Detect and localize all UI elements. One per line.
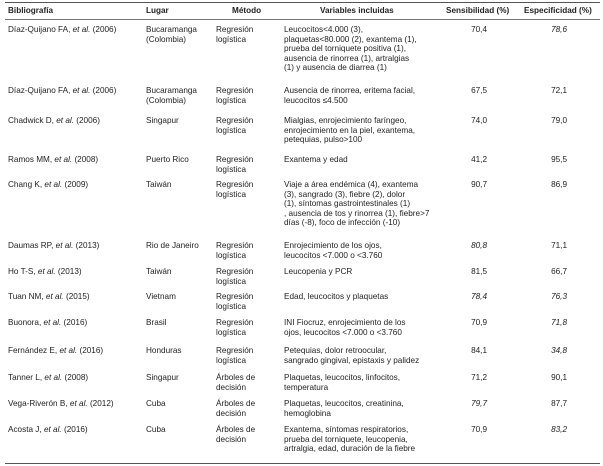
- cell-especificidad: 76,3: [551, 292, 567, 301]
- cell-sensibilidad: 79,7: [471, 399, 487, 408]
- cell-especificidad: 79,0: [551, 116, 567, 125]
- cell-bibliografia: [8, 425, 88, 435]
- author-text: Ho T-S,: [8, 267, 38, 276]
- cell-variables: [284, 267, 352, 277]
- variables-line: ojos, leucocitos <7.000 o <3.760: [284, 327, 402, 337]
- year-text: (2008): [62, 373, 89, 382]
- lugar-line: Taiwán: [146, 267, 172, 276]
- metodo-line: decisión: [216, 408, 247, 418]
- cell-especificidad: 78,6: [551, 25, 567, 34]
- cell-sensibilidad: 90,7: [471, 180, 487, 189]
- author-text: Daumas RP,: [8, 241, 56, 250]
- lugar-line: Singapur: [146, 373, 179, 382]
- header-sensibilidad: Sensibilidad (%): [446, 6, 510, 15]
- metodo-line: Árboles de: [216, 399, 256, 408]
- variables-line: temperatura: [284, 382, 329, 392]
- cell-metodo: [216, 267, 253, 286]
- variables-line: leucocitos <7.000 o <3.760: [284, 250, 383, 260]
- cell-metodo: [216, 241, 253, 260]
- variables-line: Exantema, síntomas respiratorios,: [284, 425, 409, 434]
- author-text: Díaz-Quijano FA,: [8, 25, 73, 34]
- metodo-line: Regresión: [216, 346, 254, 355]
- variables-line: Mialgias, enrojecimiento faríngeo,: [284, 116, 407, 125]
- cell-especificidad: 83,2: [551, 425, 567, 434]
- metodo-line: Regresión: [216, 86, 254, 95]
- cell-variables: [284, 116, 415, 145]
- metodo-line: logística: [216, 301, 247, 311]
- author-text: Buonora,: [8, 318, 44, 327]
- lugar-line: Cuba: [146, 399, 166, 408]
- lugar-line: Bucaramanga: [146, 25, 197, 34]
- cell-especificidad: 34,8: [551, 346, 567, 355]
- metodo-line: decisión: [216, 382, 247, 392]
- cell-especificidad: 90,1: [551, 373, 567, 382]
- year-text: (2016): [61, 425, 88, 434]
- cell-variables: [284, 318, 406, 337]
- cell-variables: [284, 155, 348, 165]
- variables-line: Exantema y edad: [284, 155, 348, 164]
- metodo-line: logística: [216, 250, 247, 260]
- variables-line: INI Fiocruz, enrojecimiento de los: [284, 318, 406, 327]
- metodo-line: Regresión: [216, 180, 254, 189]
- lugar-line: Puerto Rico: [146, 155, 189, 164]
- year-text: (2009): [62, 180, 89, 189]
- cell-especificidad: 95,5: [551, 155, 567, 164]
- cell-metodo: [216, 116, 253, 135]
- et-al-text: et al.: [43, 318, 62, 327]
- metodo-line: logística: [216, 164, 247, 174]
- cell-especificidad: 86,9: [551, 180, 567, 189]
- cell-sensibilidad: 71,2: [471, 373, 487, 382]
- cell-lugar: [146, 399, 166, 409]
- cell-bibliografia: [8, 292, 90, 302]
- variables-line: Enrojecimiento de los ojos,: [284, 241, 382, 250]
- cell-bibliografia: [8, 25, 116, 35]
- year-text: (2006): [90, 86, 117, 95]
- metodo-line: logística: [216, 276, 247, 286]
- header-metodo: Método: [232, 6, 262, 15]
- cell-metodo: [216, 180, 253, 199]
- cell-metodo: [216, 399, 255, 418]
- header-lugar: Lugar: [146, 6, 169, 15]
- metodo-line: Regresión: [216, 318, 254, 327]
- cell-bibliografia: [8, 399, 114, 409]
- cell-sensibilidad: 70,4: [471, 25, 487, 34]
- metodo-line: Árboles de: [216, 425, 256, 434]
- variables-line: prueba del torniquete positiva (1),: [284, 44, 406, 54]
- variables-line: Ausencia de rinorrea, eritema facial,: [284, 86, 416, 95]
- cell-variables: [284, 86, 415, 105]
- variables-line: Plaquetas, leucocitos, linfocitos,: [284, 373, 401, 382]
- cell-sensibilidad: 70,9: [471, 425, 487, 434]
- author-text: Tuan NM,: [8, 292, 46, 301]
- cell-bibliografia: [8, 86, 116, 96]
- year-text: (2012): [87, 399, 114, 408]
- cell-bibliografia: [8, 180, 88, 190]
- variables-line: ausencia de rinorrea (1), artralgias: [284, 53, 410, 63]
- variables-line: Petequias, dolor retroocular,: [284, 346, 387, 355]
- metodo-line: logística: [216, 327, 247, 337]
- author-text: Vega-Riverón B,: [8, 399, 70, 408]
- variables-line: sangrado gingival, epistaxis y palidez: [284, 355, 420, 365]
- cell-sensibilidad: 70,9: [471, 318, 487, 327]
- cell-metodo: [216, 373, 255, 392]
- table-top-rule: [5, 2, 600, 3]
- year-text: (2016): [61, 318, 88, 327]
- cell-variables: [284, 399, 404, 418]
- cell-variables: [284, 346, 419, 365]
- et-al-text: et al.: [37, 267, 56, 276]
- metodo-line: logística: [216, 34, 247, 44]
- metodo-line: Regresión: [216, 25, 254, 34]
- cell-lugar: [146, 116, 179, 126]
- cell-variables: [284, 373, 400, 392]
- et-al-text: et al.: [59, 346, 78, 355]
- cell-especificidad: 87,7: [551, 399, 567, 408]
- et-al-text: et al.: [56, 116, 74, 125]
- cell-metodo: [216, 425, 255, 444]
- et-al-text: et al.: [54, 155, 73, 164]
- variables-line: días (-8), foco de infección (-10): [284, 218, 401, 228]
- lugar-line: Taiwán: [146, 180, 172, 189]
- cell-bibliografia: [8, 155, 98, 165]
- cell-lugar: [146, 373, 179, 383]
- et-al-text: et al.: [72, 25, 91, 34]
- cell-sensibilidad: 84,1: [471, 346, 487, 355]
- cell-sensibilidad: 78,4: [471, 292, 487, 301]
- variables-line: prueba del torniquete, leucopenia,: [284, 434, 408, 444]
- cell-metodo: [216, 86, 253, 105]
- metodo-line: Regresión: [216, 292, 254, 301]
- author-text: Acosta J,: [8, 425, 44, 434]
- variables-line: plaquetas<80.000 (2), exantema (1),: [284, 34, 417, 44]
- metodo-line: Regresión: [216, 155, 254, 164]
- lugar-line: Singapur: [146, 116, 179, 125]
- variables-line: Edad, leucocitos y plaquetas: [284, 292, 389, 301]
- cell-bibliografia: [8, 241, 99, 251]
- et-al-text: et al.: [44, 180, 63, 189]
- year-text: (2006): [90, 25, 117, 34]
- lugar-line: Cuba: [146, 425, 166, 434]
- cell-lugar: [146, 180, 172, 190]
- lugar-line: (Colombia): [146, 34, 187, 44]
- cell-variables: [284, 292, 388, 302]
- cell-bibliografia: [8, 346, 103, 356]
- author-text: Chadwick D,: [8, 116, 57, 125]
- cell-variables: [284, 25, 417, 73]
- cell-especificidad: 71,1: [551, 241, 567, 250]
- variables-line: (3), sangrado (3), fiebre (2), dolor: [284, 189, 406, 199]
- cell-bibliografia: [8, 318, 87, 328]
- metodo-line: Árboles de: [216, 373, 256, 382]
- lugar-line: (Colombia): [146, 95, 187, 105]
- variables-line: (1) y ausencia de diarrea (1): [284, 63, 387, 73]
- variables-line: Leucocitos<4.000 (3),: [284, 25, 363, 34]
- metodo-line: Regresión: [216, 241, 254, 250]
- et-al-text: et al.: [69, 399, 88, 408]
- metodo-line: logística: [216, 355, 247, 365]
- author-text: Tanner L,: [8, 373, 45, 382]
- cell-lugar: [146, 425, 166, 435]
- year-text: (2016): [77, 346, 104, 355]
- lugar-line: Vietnam: [146, 292, 176, 301]
- cell-variables: [284, 180, 429, 228]
- lugar-line: Brasil: [146, 318, 167, 327]
- metodo-line: logística: [216, 189, 247, 199]
- cell-especificidad: 71,8: [551, 318, 567, 327]
- cell-metodo: [216, 318, 253, 337]
- et-al-text: et al.: [44, 373, 63, 382]
- author-text: Chang K,: [8, 180, 45, 189]
- variables-line: artralgia, edad, duración de la fiebre: [284, 444, 416, 454]
- variables-line: Plaquetas, leucocitos, creatinina,: [284, 399, 404, 408]
- metodo-line: logística: [216, 125, 247, 135]
- variables-line: hemoglobina: [284, 408, 331, 418]
- cell-lugar: [146, 267, 172, 277]
- cell-lugar: [146, 155, 189, 165]
- variables-line: , ausencia de tos y rinorrea (1), fiebre>7: [284, 208, 430, 218]
- table-bottom-rule: [5, 463, 600, 464]
- year-text: (2015): [63, 292, 90, 301]
- header-especificidad: Especificidad (%): [524, 6, 592, 15]
- year-text: (2013): [55, 267, 82, 276]
- lugar-line: Honduras: [146, 346, 182, 355]
- et-al-text: et al.: [45, 292, 64, 301]
- cell-bibliografia: [8, 373, 88, 383]
- cell-variables: [284, 241, 382, 260]
- header-bibliografia: Bibliografía: [8, 6, 54, 15]
- cell-variables: [284, 425, 415, 454]
- cell-lugar: [146, 241, 199, 251]
- cell-metodo: [216, 346, 253, 365]
- variables-line: leucocitos ≤4.500: [284, 95, 348, 105]
- et-al-text: et al.: [43, 425, 62, 434]
- variables-line: (1), síntomas gastrointestinales (1): [284, 199, 411, 209]
- cell-lugar: [146, 86, 197, 105]
- cell-bibliografia: [8, 116, 100, 126]
- cell-especificidad: 66,7: [551, 267, 567, 276]
- cell-bibliografia: [8, 267, 82, 277]
- cell-metodo: [216, 292, 253, 311]
- cell-metodo: [216, 25, 253, 44]
- metodo-line: logística: [216, 95, 247, 105]
- year-text: (2006): [74, 116, 100, 125]
- lugar-line: Bucaramanga: [146, 86, 197, 95]
- year-text: (2008): [72, 155, 99, 164]
- cell-lugar: [146, 25, 197, 44]
- author-text: Fernández E,: [8, 346, 60, 355]
- metodo-line: decisión: [216, 434, 247, 444]
- cell-lugar: [146, 346, 182, 356]
- et-al-text: et al.: [55, 241, 74, 250]
- cell-sensibilidad: 74,0: [471, 116, 487, 125]
- variables-line: Leucopenia y PCR: [284, 267, 353, 276]
- et-al-text: et al.: [72, 86, 91, 95]
- cell-sensibilidad: 81,5: [471, 267, 487, 276]
- cell-lugar: [146, 318, 166, 328]
- header-rule: [5, 19, 600, 20]
- author-text: Díaz-Quijano FA,: [8, 86, 73, 95]
- cell-especificidad: 72,1: [551, 86, 567, 95]
- cell-sensibilidad: 80,8: [471, 241, 487, 250]
- variables-line: petequias, pulso>100: [284, 135, 363, 145]
- cell-lugar: [146, 292, 176, 302]
- cell-sensibilidad: 41,2: [471, 155, 487, 164]
- metodo-line: Regresión: [216, 267, 254, 276]
- year-text: (2013): [73, 241, 100, 250]
- author-text: Ramos MM,: [8, 155, 55, 164]
- lugar-line: Rio de Janeiro: [146, 241, 199, 250]
- metodo-line: Regresión: [216, 116, 254, 125]
- cell-sensibilidad: 67,5: [471, 86, 487, 95]
- variables-line: Viaje a área endémica (4), exantema: [284, 180, 419, 189]
- variables-line: enrojecimiento en la piel, exantema,: [284, 125, 416, 135]
- header-variables: Variables incluidas: [320, 6, 394, 15]
- cell-metodo: [216, 155, 253, 174]
